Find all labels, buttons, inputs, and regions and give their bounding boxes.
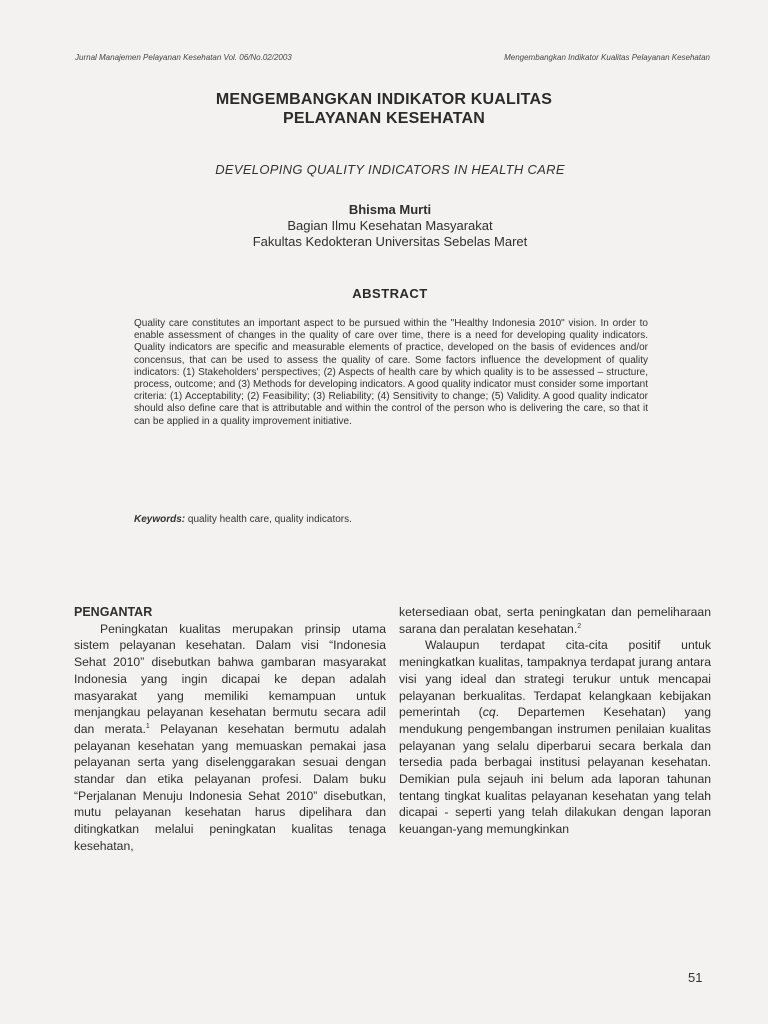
running-header xyxy=(75,53,710,62)
author-department: Bagian Ilmu Kesehatan Masyarakat xyxy=(287,218,493,233)
article-title-line-1: MENGEMBANGKAN INDIKATOR KUALITAS xyxy=(215,91,553,108)
author-block xyxy=(0,202,768,250)
english-title: DEVELOPING QUALITY INDICATORS IN HEALTH CARE xyxy=(215,162,565,177)
paragraph-text: Peningkatan kualitas merupakan prinsip utama sistem pelayanan kesehatan. Dalam visi “Indonesia Sehat 2010” disebutkan bahwa gambaran masyarakat Indonesia yang ingin dicapai ke depan adalah masyarakat yang memiliki kemampuan untuk menjangkau pelayanan kesehatan bermutu secara adil dan merata. xyxy=(74,621,386,736)
keywords-label: Keywords: xyxy=(134,514,186,525)
page-number: 51 xyxy=(688,970,703,985)
header-journal-info: Jurnal Manajemen Pelayanan Kesehatan Vol. 06/No.02/2003 xyxy=(75,53,292,62)
body-column-left xyxy=(74,604,386,855)
paragraph xyxy=(74,621,386,855)
paragraph xyxy=(399,637,711,837)
author-faculty: Fakultas Kedokteran Universitas Sebelas Maret xyxy=(252,234,528,249)
abstract-heading: ABSTRACT xyxy=(352,286,428,301)
article-title xyxy=(0,90,768,128)
header-article-title: Mengembangkan Indikator Kualitas Pelayanan Kesehatan xyxy=(504,53,710,62)
paragraph-text-italic: cq xyxy=(482,705,496,720)
paragraph-text: ketersediaan obat, serta peningkatan dan pemeliharaan sarana dan peralatan kesehatan. xyxy=(399,605,711,636)
footnote-ref: 1 xyxy=(145,722,150,730)
keywords-text: quality health care, quality indicators. xyxy=(187,514,352,525)
paragraph-text: . Departemen Kesehatan) yang mendukung pengembangan instrumen penilaian kualitas pelayanan yang selalu diperbarui secara berkala dan tersedia pada berbagai institusi pelayanan kesehatan. Demikian pula sejauh ini belum ada laporan tahunan tentang tingkat kualitas pelayanan kesehatan yang telah dicapai - seperti yang telah dilakukan dengan laporan keuangan-yang memungkinkan xyxy=(399,705,711,837)
abstract-body: Quality care constitutes an important aspect to be pursued within the "Healthy Indonesia 2010" vision. In order to enable assessment of changes in the quality of care over time, there is a need for developing quality indicators. Quality indicators are specific and measurable elements of practice, developed on the basis of evidences and/or concensus, that can be used to assess the quality of care. Some factors influence the development of quality indicators: (1) Stakeholders' perspectives; (2) Aspects of health care by which quality is to be assessed – structure, process, outcome; and (3) Methods for developing indicators. A good quality indicator must consider some important criteria: (1) Acceptability; (2) Feasibility; (3) Reliability; (4) Sensitivity to change; (5) Validity. A good quality indicator should also define care that is attributable and within the control of the person who is delivering the care, so that it can be applied in a quality improvement initiative. xyxy=(134,318,648,427)
paragraph xyxy=(399,604,711,637)
section-heading: PENGANTAR xyxy=(74,605,153,619)
paragraph-text: Walaupun terdapat cita-cita positif untuk meningkatkan kualitas, tampaknya terdapat jurang antara visi yang ideal dan strategi terukur untuk mencapai pelayanan berkualitas. Terdapat kelangkaan kebijakan pemerintah ( xyxy=(399,638,711,720)
footnote-ref: 2 xyxy=(577,622,582,630)
body-column-right xyxy=(399,604,711,838)
paragraph-text: Pelayanan kesehatan bermutu adalah pelayanan kesehatan yang memuaskan pemakai jasa pelayanan serta yang diselenggarakan sesuai dengan standar dan etika pelayanan profesi. Dalam buku “Perjalanan Menuju Indonesia Sehat 2010” disebutkan, mutu pelayanan kesehatan harus dipelihara dan ditingkatkan melalui peningkatan kualitas tenaga kesehatan, xyxy=(74,721,386,853)
keywords xyxy=(134,514,648,525)
author-name: Bhisma Murti xyxy=(348,202,432,217)
article-title-line-2: PELAYANAN KESEHATAN xyxy=(282,110,486,127)
